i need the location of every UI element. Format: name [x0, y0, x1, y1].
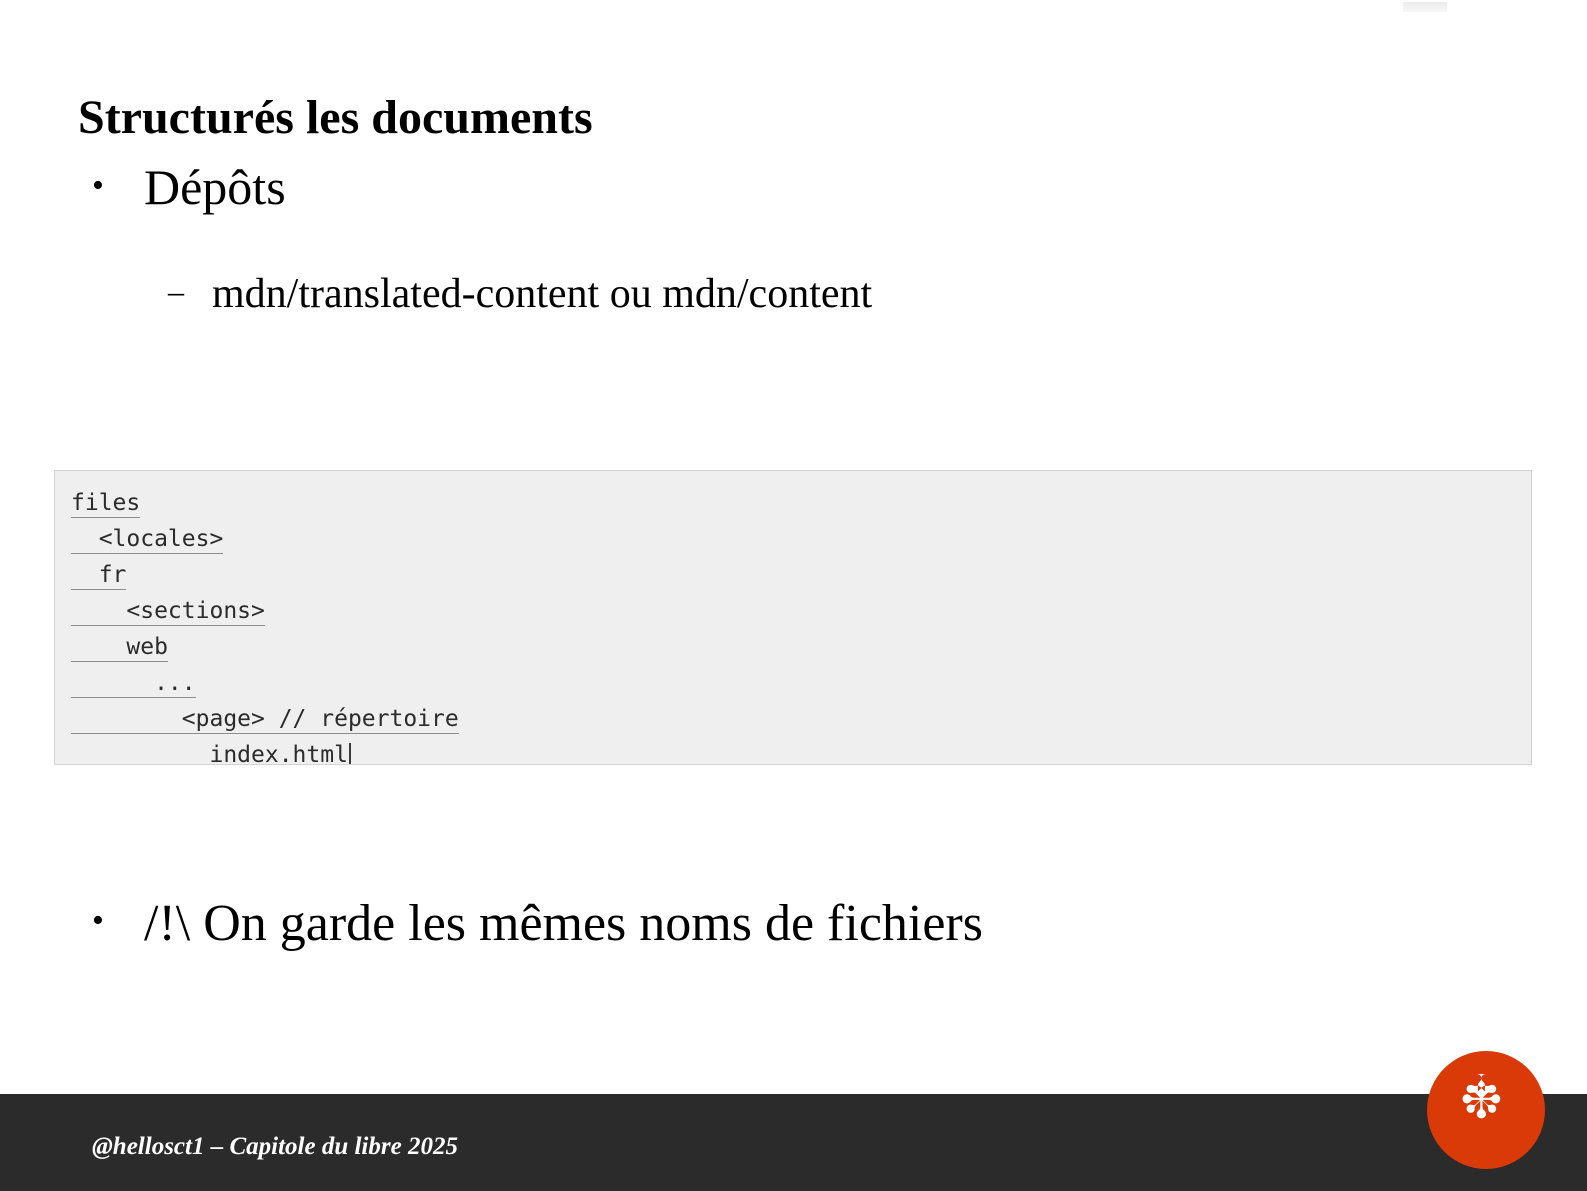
bullet-marker-icon: •: [92, 902, 104, 939]
bullet-item-depots: [92, 160, 286, 215]
code-block: [54, 470, 1532, 765]
page-title: Structurés les documents: [78, 91, 593, 145]
code-line-text: <locales>: [71, 526, 224, 552]
code-line: [55, 485, 1531, 521]
dash-marker-icon: –: [168, 273, 184, 309]
sub-bullet-label: mdn/translated-content ou mdn/content: [212, 271, 873, 317]
bullet-item-filenames: [92, 895, 983, 952]
code-line: [55, 521, 1531, 557]
code-line: [55, 737, 1531, 765]
code-line-text: <sections>: [71, 598, 265, 624]
top-right-mark: [1403, 2, 1447, 12]
code-line-text: web: [71, 634, 168, 660]
code-line: [55, 665, 1531, 701]
code-line-text: <page> // répertoire: [71, 706, 459, 732]
code-line: [55, 629, 1531, 665]
text-caret: [349, 743, 351, 765]
occitan-cross-logo-icon: [1427, 1051, 1545, 1169]
bullet-marker-icon: •: [92, 167, 104, 204]
bullet-label: /!\ On garde les mêmes noms de fichiers: [144, 895, 983, 952]
code-line-text: fr: [71, 562, 127, 588]
sub-bullet-item-repositories: [168, 270, 872, 318]
code-line-text: ...: [71, 670, 196, 696]
code-line-text: index.html: [71, 742, 348, 765]
code-line: [55, 593, 1531, 629]
code-line: [55, 701, 1531, 737]
code-line: [55, 557, 1531, 593]
bullet-label: Dépôts: [144, 159, 286, 215]
footer-credit: @hellosct1 – Capitole du libre 2025: [92, 1133, 458, 1160]
code-line-text: files: [71, 490, 141, 516]
